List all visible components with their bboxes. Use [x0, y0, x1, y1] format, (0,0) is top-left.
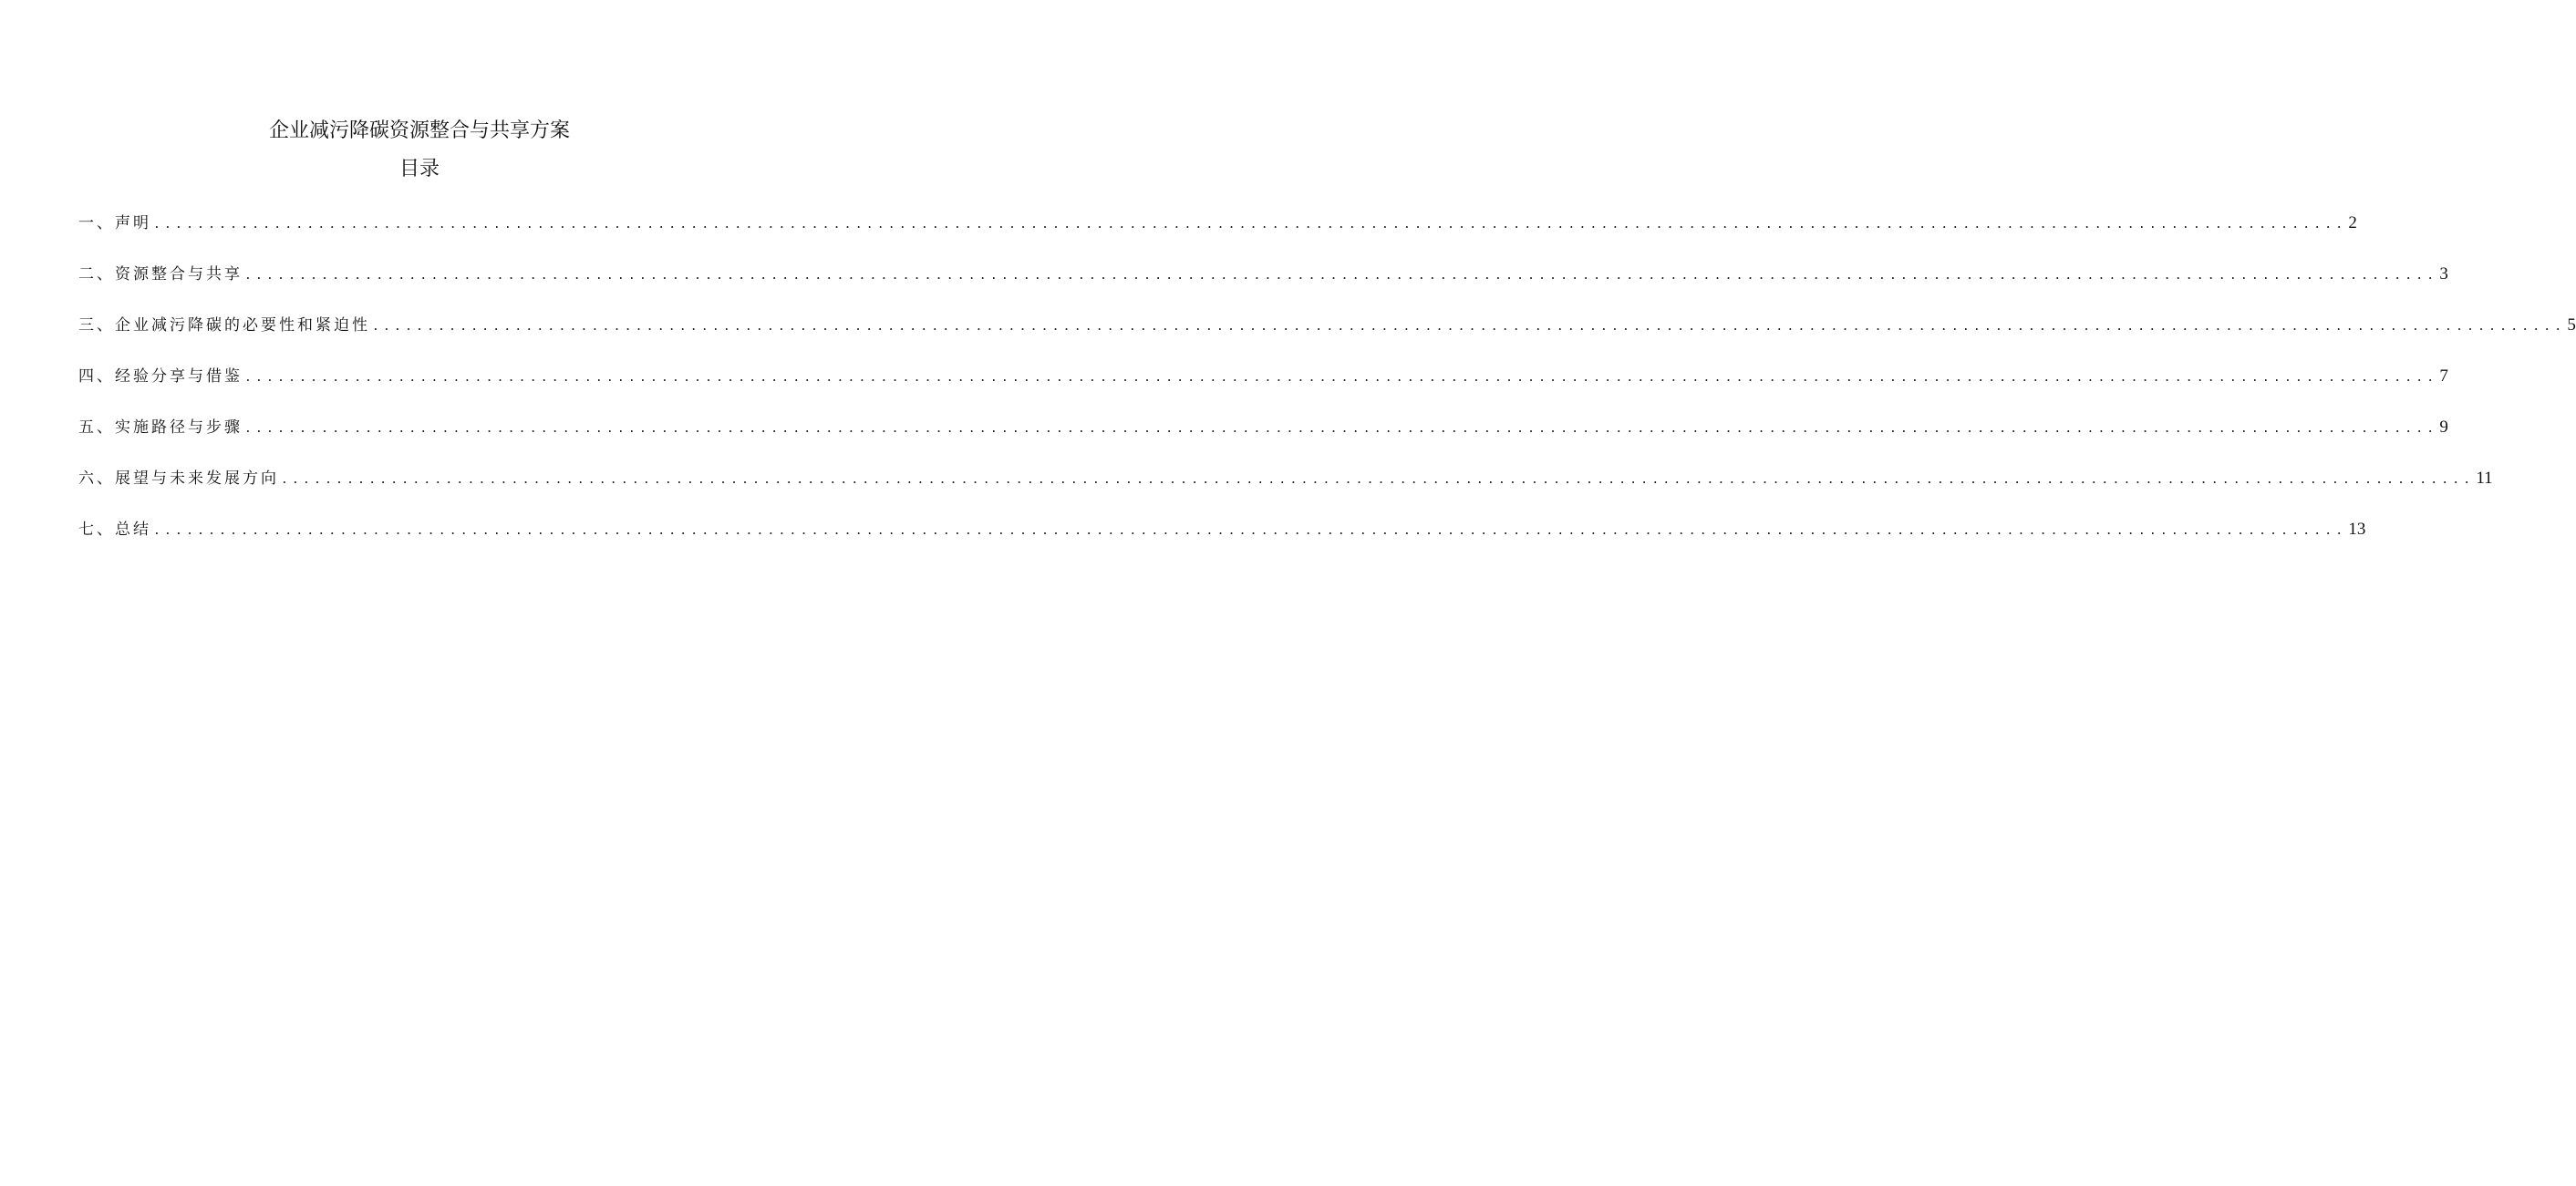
toc-page-number: 7 [2439, 366, 2448, 386]
toc-page-number: 9 [2439, 418, 2448, 437]
toc-dot-leader: ........................................................................................................................................................................................................ [153, 524, 2347, 538]
toc-entry-label: 六、展望与未来发展方向 [78, 469, 279, 488]
toc-page-number: 11 [2476, 469, 2493, 488]
toc-heading: 目录 [398, 158, 440, 180]
toc-entry-label: 四、经验分享与借鉴 [78, 367, 243, 386]
toc-page-number: 5 [2567, 315, 2576, 335]
toc-dot-leader: ........................................................................................................................................................................................................ [244, 371, 2438, 385]
toc-entry[interactable] [78, 412, 2448, 463]
toc-entry-label: 二、资源整合与共享 [78, 265, 243, 284]
toc-dot-leader: ........................................................................................................................................................................................................ [281, 473, 2475, 487]
toc-entry[interactable] [78, 361, 2448, 412]
toc-dot-leader: ........................................................................................................................................................................................................ [372, 320, 2566, 334]
toc-entry[interactable] [78, 208, 2357, 259]
toc-page-number: 3 [2439, 264, 2448, 284]
toc-entry[interactable] [78, 310, 2576, 361]
toc-dot-leader: ........................................................................................................................................................................................................ [244, 422, 2438, 436]
toc-entry-label: 五、实施路径与步骤 [78, 418, 243, 437]
toc-entry-label: 一、声明 [78, 214, 151, 232]
toc-entry[interactable] [78, 463, 2493, 514]
document-title: 企业减污降碳资源整合与共享方案 [268, 119, 570, 142]
table-of-contents [78, 208, 2576, 565]
toc-entry-label: 三、企业减污降碳的必要性和紧迫性 [78, 316, 370, 335]
toc-entry-label: 七、总结 [78, 521, 151, 539]
toc-page-number: 2 [2348, 213, 2357, 232]
toc-dot-leader: ........................................................................................................................................................................................................ [153, 218, 2347, 232]
toc-page-number: 13 [2348, 520, 2366, 539]
toc-entry[interactable] [78, 514, 2366, 565]
toc-entry[interactable] [78, 259, 2448, 310]
toc-dot-leader: ........................................................................................................................................................................................................ [244, 269, 2438, 283]
